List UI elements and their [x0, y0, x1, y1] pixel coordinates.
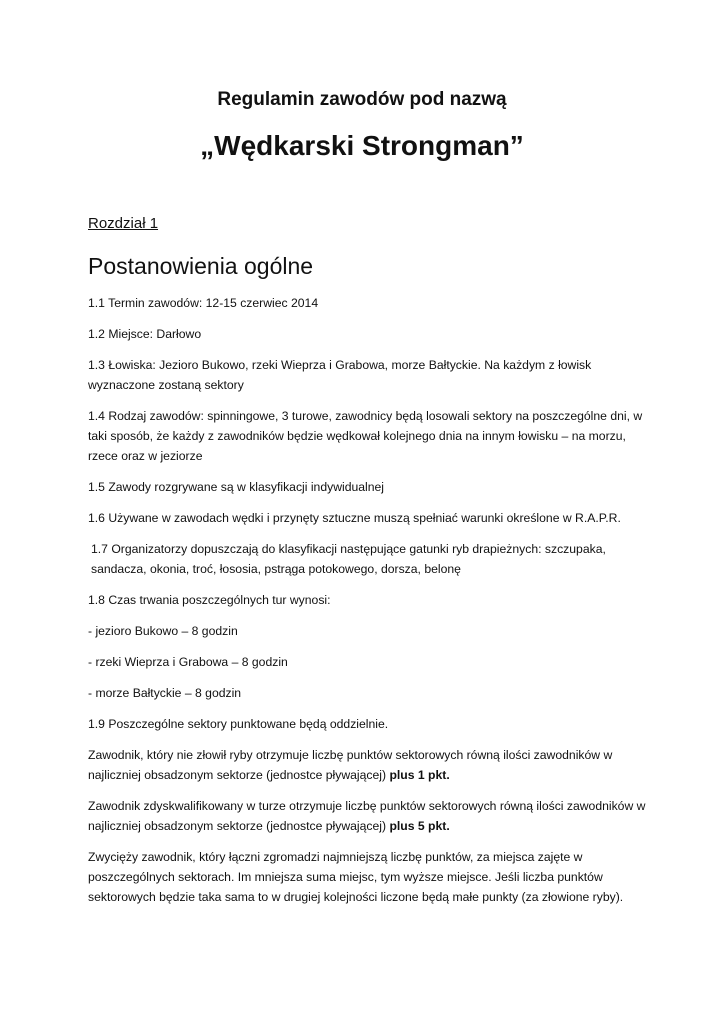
list-item-sea: [88, 683, 648, 703]
paragraph-1-7: [88, 539, 648, 579]
paragraph-text: Zawodnik zdyskwalifikowany w turze otrzymuje liczbę punktów sektorowych równą ilości zawodników w najliczniej obsadzonym sektorze (jednostce pływającej): [88, 799, 646, 833]
paragraph-1-6: [88, 508, 648, 528]
paragraph-text: Zawodnik, który nie złowił ryby otrzymuje liczbę punktów sektorowych równą ilości zawodników w najliczniej obsadzonym sektorze (jednostce pływającej): [88, 748, 613, 782]
paragraph-text: 1.4 Rodzaj zawodów: spinningowe, 3 turowe, zawodnicy będą losowali sektory na poszczególne dni, w taki sposób, że każdy z zawodników będzie wędkował kolejnego dnia na innym łowisku – na morzu, rzece oraz w jeziorze: [88, 409, 643, 463]
document-title-line-1: Regulamin zawodów pod nazwą: [217, 89, 507, 110]
paragraph-text: Zwycięży zawodnik, który łączni zgromadzi najmniejszą liczbę punktów, za miejsca zajęte w poszczególnych sektorach. Im mniejsza suma miejsc, tym wyższe miejsce. Jeśli liczba punktów sektorowych będzie taka sama to w drugiej kolejności liczone będą małe punkty (za złowione ryby).: [88, 850, 624, 904]
paragraph-text: 1.7 Organizatorzy dopuszczają do klasyfikacji następujące gatunki ryb drapieżnych: szczupaka, sandacza, okonia, troć, łososia, pstrąga potokowego, dorsza, belonę: [91, 542, 606, 576]
list-item-rivers: [88, 652, 648, 672]
paragraph-1-5: [88, 477, 648, 497]
paragraph-text: 1.9 Poszczególne sektory punktowane będą oddzielnie.: [88, 717, 389, 731]
paragraph-text: 1.3 Łowiska: Jezioro Bukowo, rzeki Wieprza i Grabowa, morze Bałtyckie. Na każdym z łowisk wyznaczone zostaną sektory: [88, 358, 592, 392]
paragraph-1-2: [88, 324, 648, 344]
paragraph-winner-rule: [88, 847, 648, 907]
list-item-lake: [88, 621, 648, 641]
document-title-line-2: „Wędkarski Strongman”: [200, 130, 524, 161]
paragraph-1-9: [88, 714, 648, 734]
paragraph-1-3: [88, 355, 648, 395]
paragraph-text: 1.5 Zawody rozgrywane są w klasyfikacji indywidualnej: [88, 480, 385, 494]
paragraph-disqualified-rule: [88, 796, 648, 836]
paragraph-text: 1.8 Czas trwania poszczególnych tur wynosi:: [88, 593, 331, 607]
paragraph-1-1: [88, 293, 648, 313]
paragraph-1-8: [88, 590, 648, 610]
paragraph-no-fish-rule: [88, 745, 648, 785]
chapter-label: Rozdział 1: [88, 215, 159, 232]
paragraph-1-4: [88, 406, 648, 466]
paragraph-text: 1.6 Używane w zawodach wędki i przynęty sztuczne muszą spełniać warunki określone w R.A.P.R.: [88, 511, 621, 525]
paragraph-bold-text: plus 1 pkt.: [389, 768, 450, 782]
section-heading: Postanowienia ogólne: [88, 253, 314, 279]
document-body: [88, 293, 648, 918]
paragraph-text: 1.2 Miejsce: Darłowo: [88, 327, 202, 341]
paragraph-bold-text: plus 5 pkt.: [389, 819, 450, 833]
paragraph-text: - rzeki Wieprza i Grabowa – 8 godzin: [88, 655, 288, 669]
paragraph-text: 1.1 Termin zawodów: 12-15 czerwiec 2014: [88, 296, 319, 310]
paragraph-text: - morze Bałtyckie – 8 godzin: [88, 686, 242, 700]
paragraph-text: - jezioro Bukowo – 8 godzin: [88, 624, 238, 638]
